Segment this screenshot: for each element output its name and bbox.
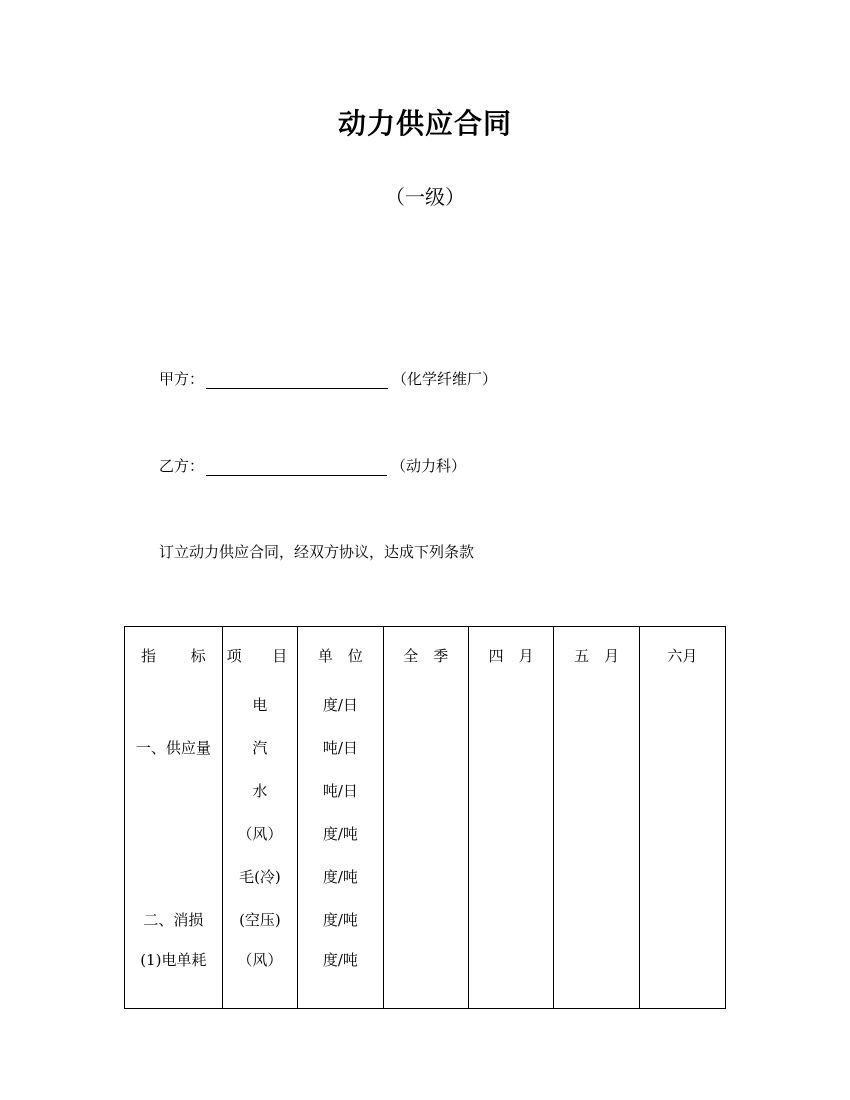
party-a-label: 甲方：	[159, 370, 205, 388]
table-row	[125, 898, 726, 941]
row-june-cell[interactable]	[639, 855, 725, 898]
table-row	[125, 683, 726, 726]
header-may: 五 月	[554, 627, 639, 684]
row-season-cell[interactable]	[383, 726, 468, 769]
party-a-line	[159, 368, 497, 389]
row-june-cell[interactable]	[639, 812, 725, 855]
row-indicator	[125, 683, 223, 726]
table-row	[125, 769, 726, 812]
table-row	[125, 726, 726, 769]
row-april-cell[interactable]	[468, 726, 553, 769]
row-indicator: 二、消损	[125, 898, 223, 941]
row-may-cell[interactable]	[554, 726, 639, 769]
contract-title: 动力供应合同	[337, 107, 512, 140]
row-may-cell[interactable]	[554, 941, 639, 1009]
row-item: 电	[222, 683, 298, 726]
header-indicator: 指 标	[125, 627, 223, 684]
row-item: （风）	[222, 941, 298, 1009]
row-unit: 度/吨	[298, 855, 383, 898]
row-season-cell[interactable]	[383, 683, 468, 726]
party-a-note: （化学纤维厂）	[392, 370, 498, 388]
row-season-cell[interactable]	[383, 898, 468, 941]
party-b-blank-field[interactable]	[206, 459, 387, 476]
row-item: 水	[222, 769, 298, 812]
row-unit: 吨/日	[298, 769, 383, 812]
table-header-row	[125, 627, 726, 684]
row-season-cell[interactable]	[383, 812, 468, 855]
row-item: 汽	[222, 726, 298, 769]
party-b-label: 乙方：	[159, 457, 205, 475]
header-april: 四 月	[468, 627, 553, 684]
row-june-cell[interactable]	[639, 726, 725, 769]
table-row	[125, 855, 726, 898]
row-may-cell[interactable]	[554, 769, 639, 812]
header-june: 六月	[639, 627, 725, 684]
row-item: 毛(冷)	[222, 855, 298, 898]
row-may-cell[interactable]	[554, 683, 639, 726]
header-item: 项 目	[222, 627, 298, 684]
row-may-cell[interactable]	[554, 898, 639, 941]
row-june-cell[interactable]	[639, 769, 725, 812]
row-april-cell[interactable]	[468, 769, 553, 812]
party-b-line	[159, 455, 466, 476]
row-season-cell[interactable]	[383, 941, 468, 1009]
header-season: 全 季	[383, 627, 468, 684]
row-season-cell[interactable]	[383, 855, 468, 898]
row-indicator	[125, 769, 223, 812]
row-april-cell[interactable]	[468, 812, 553, 855]
party-b-note: （动力科）	[391, 457, 467, 475]
row-unit: 度/吨	[298, 898, 383, 941]
row-unit: 度/日	[298, 683, 383, 726]
row-season-cell[interactable]	[383, 769, 468, 812]
row-april-cell[interactable]	[468, 855, 553, 898]
row-may-cell[interactable]	[554, 855, 639, 898]
row-indicator: 一、供应量	[125, 726, 223, 769]
intro-text: 订立动力供应合同，经双方协议，达成下列条款	[159, 543, 475, 561]
row-indicator	[125, 855, 223, 898]
supply-table	[124, 626, 726, 1009]
row-june-cell[interactable]	[639, 941, 725, 1009]
row-june-cell[interactable]	[639, 898, 725, 941]
table-row	[125, 941, 726, 1009]
row-item: (空压)	[222, 898, 298, 941]
row-indicator: (1)电单耗	[125, 941, 223, 1009]
row-item: （风）	[222, 812, 298, 855]
contract-subtitle: （一级）	[385, 185, 465, 209]
table-row	[125, 812, 726, 855]
row-unit: 吨/日	[298, 726, 383, 769]
row-indicator	[125, 812, 223, 855]
header-unit: 单 位	[298, 627, 383, 684]
row-unit: 度/吨	[298, 812, 383, 855]
row-unit: 度/吨	[298, 941, 383, 1009]
row-april-cell[interactable]	[468, 941, 553, 1009]
row-june-cell[interactable]	[639, 683, 725, 726]
row-april-cell[interactable]	[468, 683, 553, 726]
party-a-blank-field[interactable]	[206, 372, 388, 389]
row-april-cell[interactable]	[468, 898, 553, 941]
row-may-cell[interactable]	[554, 812, 639, 855]
